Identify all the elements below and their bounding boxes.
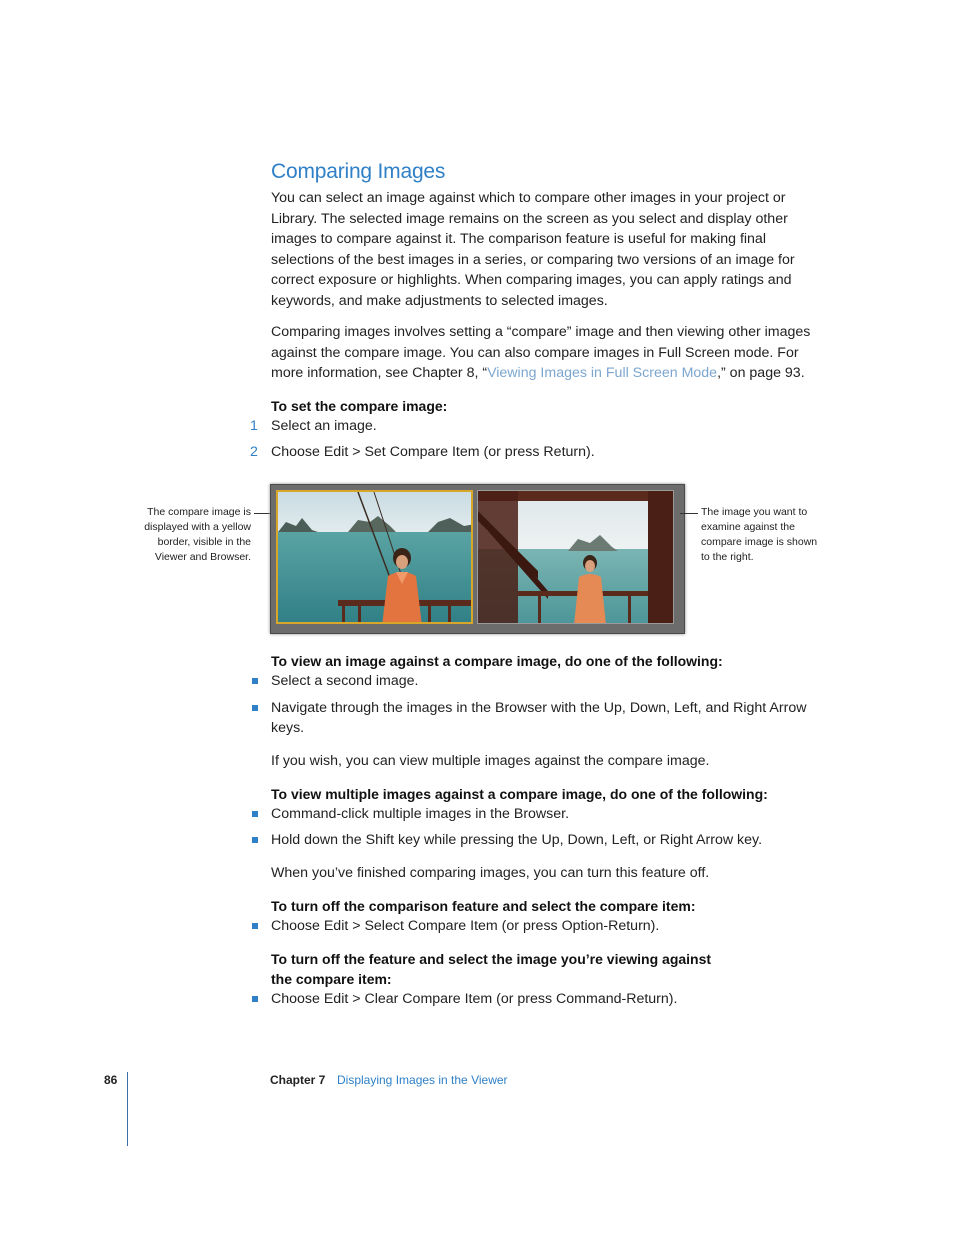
bullet-square-icon [252,996,258,1002]
step-text: Select an image. [271,418,377,434]
compare-photo-graphic [278,492,473,624]
step-item [250,416,377,436]
turn-off-viewing-heading [271,949,711,989]
bullet-item [252,916,822,936]
bullet-text: Choose Edit > Clear Compare Item (or press Command-Return). [271,991,678,1007]
bullet-item [252,989,822,1009]
caption-line: Viewer and Browser. [154,551,251,563]
set-compare-heading: To set the compare image: [271,398,448,414]
bullet-item [252,830,822,850]
intro-paragraph: You can select an image against which to compare other images in your project or Library. The selected image remains on the screen as you select and display other images to compare against it. The comparison feature is useful for making final selections of the best images in a series, or comparing two versions of an image for correct exposure or highlights. When comparing images, you can apply ratings and keywords, and make adjustments to selected images. [271,190,795,309]
heading-line: To turn off the feature and select the image you’re viewing against [271,951,712,967]
compare-info-paragraph [271,322,831,384]
right-callout-caption [701,505,831,565]
bullet-text: Navigate through the images in the Browser with the Up, Down, Left, and Right Arrow keys. [271,700,807,736]
bullet-text: Command-click multiple images in the Browser. [271,806,570,822]
bullet-text: Hold down the Shift key while pressing the Up, Down, Left, or Right Arrow key. [271,832,763,848]
view-multiple-note: If you wish, you can view multiple images against the compare image. [271,753,710,769]
bullet-text: Choose Edit > Select Compare Item (or press Option-Return). [271,918,660,934]
bullet-item [252,671,822,691]
caption-line: displayed with a yellow [144,521,251,533]
bullet-square-icon [252,837,258,843]
bullet-square-icon [252,678,258,684]
turn-off-select-heading: To turn off the comparison feature and select the compare item: [271,898,696,914]
paragraph-text-end: ,” on page 93. [717,365,805,381]
bullet-square-icon [252,705,258,711]
bullet-item [252,804,822,824]
caption-line: The compare image is [147,506,251,518]
step-number: 2 [250,444,258,460]
turn-off-note: When you’ve finished comparing images, you can turn this feature off. [271,865,710,881]
step-item [250,442,595,462]
page-number: 86 [104,1073,118,1087]
caption-line: compare image is shown [701,536,818,548]
view-multiple-heading: To view multiple images against a compare image, do one of the following: [271,786,768,802]
right-callout-line [680,513,698,514]
bullet-item [252,698,822,738]
footer-chapter-label: Chapter 7 [270,1073,326,1087]
compare-image [276,490,473,624]
full-screen-mode-link[interactable]: Viewing Images in Full Screen Mode [487,365,718,381]
footer-chapter-title[interactable]: Displaying Images in the Viewer [337,1073,508,1087]
examined-photo-graphic [478,491,674,624]
caption-line: border, visible in the [157,536,251,548]
section-title: Comparing Images [271,160,446,183]
bullet-square-icon [252,811,258,817]
caption-line: examine against the [701,521,795,533]
bullet-text: Select a second image. [271,673,419,689]
heading-line: the compare item: [271,971,392,987]
bullet-square-icon [252,923,258,929]
paragraph-text: Comparing images involves setting a “compare” image and then viewing other images against the compare image. You can also compare images in Full Screen mode. For more information, see Chapter 8, “ [271,324,811,381]
step-number: 1 [250,418,258,434]
view-against-heading: To view an image against a compare image, do one of the following: [271,653,723,669]
footer-rule [127,1072,128,1146]
examined-image [477,490,674,624]
caption-line: to the right. [701,551,754,563]
left-callout-caption [120,505,251,565]
step-text: Choose Edit > Set Compare Item (or press Return). [271,444,595,460]
caption-line: The image you want to [701,506,808,518]
viewer-comparison-figure [270,484,685,634]
